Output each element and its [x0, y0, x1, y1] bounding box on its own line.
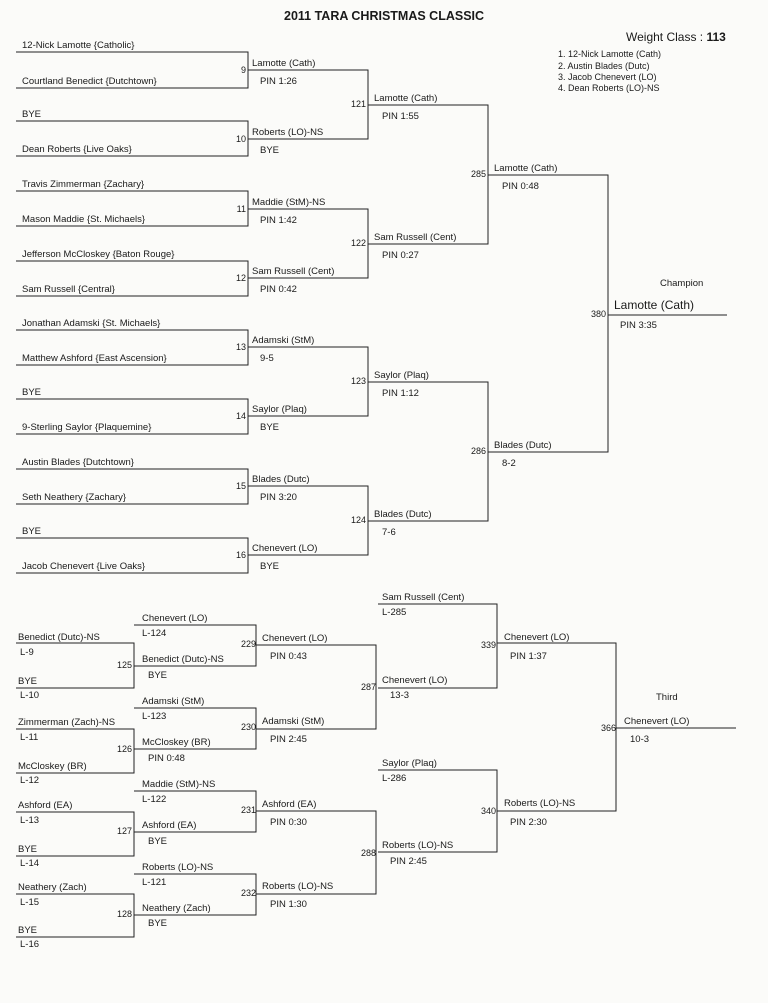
bout-result: PIN 1:30 [270, 899, 307, 910]
bout-winner: Roberts (LO)-NS [252, 127, 324, 138]
entrant-name: Jacob Chenevert {Live Oaks} [22, 561, 146, 572]
bout-number: 14 [235, 411, 246, 421]
bout-winner: Chenevert (LO) [382, 675, 448, 686]
bout-winner: Benedict (Dutc)-NS [142, 654, 224, 665]
entrant-name: Matthew Ashford {East Ascension} [22, 353, 167, 364]
bout-winner: Saylor (Plaq) [252, 404, 307, 415]
drop-in-name: Sam Russell (Cent) [382, 592, 465, 603]
bout-winner: Blades (Dutc) [252, 474, 310, 485]
entrant-name: BYE [22, 387, 42, 398]
bout-number: 13 [235, 342, 246, 352]
bout-number: 128 [116, 909, 132, 919]
loss-ref: L-121 [142, 877, 167, 888]
bout-number: 126 [116, 744, 132, 754]
entrant-name: Mason Maddie {St. Michaels} [22, 214, 146, 225]
loss-ref: L-9 [20, 647, 34, 658]
bout-result: PIN 0:27 [382, 250, 419, 261]
bout-number: 125 [116, 660, 132, 670]
bout-result: PIN 0:43 [270, 651, 307, 662]
entrant-name: Travis Zimmerman {Zachary} [22, 179, 145, 190]
bout-winner: Lamotte (Cath) [252, 58, 316, 69]
loss-ref: L-12 [20, 775, 40, 786]
bout-winner: Chenevert (LO) [504, 632, 570, 643]
loss-ref: L-13 [20, 815, 40, 826]
bout-winner: Adamski (StM) [252, 335, 315, 346]
bout-result: 8-2 [502, 458, 516, 469]
drop-in-name: Saylor (Plaq) [382, 758, 437, 769]
bout-winner: Sam Russell (Cent) [374, 232, 457, 243]
page-title: 2011 TARA CHRISTMAS CLASSIC [284, 9, 485, 23]
champion-label: Champion [660, 278, 704, 289]
bout-number: 339 [480, 640, 496, 650]
loss-ref: L-15 [20, 897, 40, 908]
bout-number: 10 [235, 134, 246, 144]
bout-number: 288 [360, 848, 376, 858]
bout-result: PIN 0:48 [502, 181, 539, 192]
bout-winner: Sam Russell (Cent) [252, 266, 335, 277]
loss-ref: L-285 [382, 607, 407, 618]
loss-ref: L-11 [20, 732, 39, 743]
bout-result: BYE [148, 670, 168, 681]
bout-result: 10-3 [630, 734, 650, 745]
third-label: Third [656, 692, 678, 703]
consolation-entrant: Zimmerman (Zach)-NS [18, 717, 116, 728]
bout-number: 285 [470, 169, 486, 179]
bout-winner: Lamotte (Cath) [374, 93, 438, 104]
bout-number: 121 [350, 99, 366, 109]
entrant-name: Seth Neathery {Zachary} [22, 492, 127, 503]
entrant-name: BYE [22, 109, 42, 120]
bout-result: PIN 1:26 [260, 76, 297, 87]
bout-result: BYE [260, 422, 280, 433]
bout-result: PIN 1:55 [382, 111, 419, 122]
bout-number: 286 [470, 446, 486, 456]
entrant-name: BYE [22, 526, 42, 537]
loss-ref: L-122 [142, 794, 167, 805]
bout-winner: Neathery (Zach) [142, 903, 211, 914]
bout-result: PIN 1:42 [260, 215, 297, 226]
consolation-entrant: Benedict (Dutc)-NS [18, 632, 100, 643]
bout-winner: Roberts (LO)-NS [382, 840, 454, 851]
bout-result: PIN 1:12 [382, 388, 419, 399]
consolation-entrant: BYE [18, 925, 38, 936]
bout-winner: Roberts (LO)-NS [504, 798, 576, 809]
bout-result: BYE [148, 836, 168, 847]
bout-number: 12 [235, 273, 246, 283]
bout-result: PIN 3:20 [260, 492, 297, 503]
bout-winner: McCloskey (BR) [142, 737, 211, 748]
weight-class-label: Weight Class : [626, 30, 704, 44]
entrant-name: Jefferson McCloskey {Baton Rouge} [22, 249, 175, 260]
loss-ref: L-14 [20, 858, 40, 869]
bout-number: 127 [116, 826, 132, 836]
entrant-name: Austin Blades {Dutchtown} [22, 457, 134, 468]
bout-number: 340 [480, 806, 496, 816]
bout-winner: Lamotte (Cath) [494, 163, 558, 174]
consolation-entrant: McCloskey (BR) [18, 761, 87, 772]
bout-number: 15 [235, 481, 246, 491]
consolation-entrant: BYE [18, 844, 38, 855]
drop-in-name: Maddie (StM)-NS [142, 779, 216, 790]
entrant-name: Courtland Benedict {Dutchtown} [22, 76, 157, 87]
loss-ref: L-10 [20, 690, 40, 701]
loss-ref: L-123 [142, 711, 167, 722]
bout-result: BYE [260, 561, 280, 572]
bout-winner: Ashford (EA) [142, 820, 197, 831]
bout-winner: Blades (Dutc) [374, 509, 432, 520]
bout-winner: Saylor (Plaq) [374, 370, 429, 381]
bout-winner: Chenevert (LO) [262, 633, 328, 644]
bout-result: PIN 1:37 [510, 651, 547, 662]
bout-winner: Chenevert (LO) [252, 543, 318, 554]
weight-class [626, 32, 726, 43]
loss-ref: L-124 [142, 628, 167, 639]
bout-number: 11 [236, 204, 246, 214]
bout-result: 7-6 [382, 527, 396, 538]
entrant-name: Sam Russell {Central} [22, 284, 115, 295]
bout-result: PIN 2:45 [270, 734, 307, 745]
bout-result: 9-5 [260, 353, 274, 364]
bout-result: 13-3 [390, 690, 410, 701]
bout-winner: Blades (Dutc) [494, 440, 552, 451]
bout-winner: Maddie (StM)-NS [252, 197, 326, 208]
bout-result: PIN 3:35 [620, 320, 657, 331]
bout-number: 229 [240, 639, 256, 649]
bout-number: 16 [235, 550, 246, 560]
loss-ref: L-286 [382, 773, 407, 784]
bout-number: 380 [590, 309, 606, 319]
bout-result: BYE [148, 918, 168, 929]
drop-in-name: Roberts (LO)-NS [142, 862, 214, 873]
placement-3: 3. Jacob Chenevert (LO) [558, 72, 657, 82]
third-place-name: Chenevert (LO) [624, 716, 690, 727]
bout-number: 122 [350, 238, 366, 248]
consolation-entrant: Neathery (Zach) [18, 882, 87, 893]
drop-in-name: Chenevert (LO) [142, 613, 208, 624]
loss-ref: L-16 [20, 939, 40, 950]
placement-4: 4. Dean Roberts (LO)-NS [558, 83, 660, 93]
bout-winner: Ashford (EA) [262, 799, 317, 810]
bout-number: 123 [350, 376, 366, 386]
bout-number: 287 [360, 682, 376, 692]
bout-number: 366 [600, 723, 616, 733]
bout-result: PIN 2:30 [510, 817, 547, 828]
entrant-name: 12-Nick Lamotte {Catholic} [22, 40, 135, 51]
bout-result: PIN 0:30 [270, 817, 307, 828]
bout-result: PIN 2:45 [390, 856, 427, 867]
bout-number: 9 [240, 65, 246, 75]
placement-1: 1. 12-Nick Lamotte (Cath) [558, 49, 662, 59]
entrant-name: Jonathan Adamski {St. Michaels} [22, 318, 161, 329]
drop-in-name: Adamski (StM) [142, 696, 205, 707]
bout-number: 230 [240, 722, 256, 732]
champion-name: Lamotte (Cath) [614, 298, 695, 312]
placement-2: 2. Austin Blades (Dutc) [558, 61, 650, 71]
bout-result: BYE [260, 145, 280, 156]
bout-result: PIN 0:48 [148, 753, 185, 764]
entrant-name: 9-Sterling Saylor {Plaquemine} [22, 422, 152, 433]
weight-class-value: 113 [706, 30, 726, 44]
bout-result: PIN 0:42 [260, 284, 297, 295]
bout-number: 232 [240, 888, 256, 898]
bout-number: 124 [350, 515, 366, 525]
consolation-entrant: BYE [18, 676, 38, 687]
entrant-name: Dean Roberts {Live Oaks} [22, 144, 132, 155]
bout-winner: Roberts (LO)-NS [262, 881, 334, 892]
bout-winner: Adamski (StM) [262, 716, 325, 727]
consolation-entrant: Ashford (EA) [18, 800, 73, 811]
bout-number: 231 [240, 805, 256, 815]
